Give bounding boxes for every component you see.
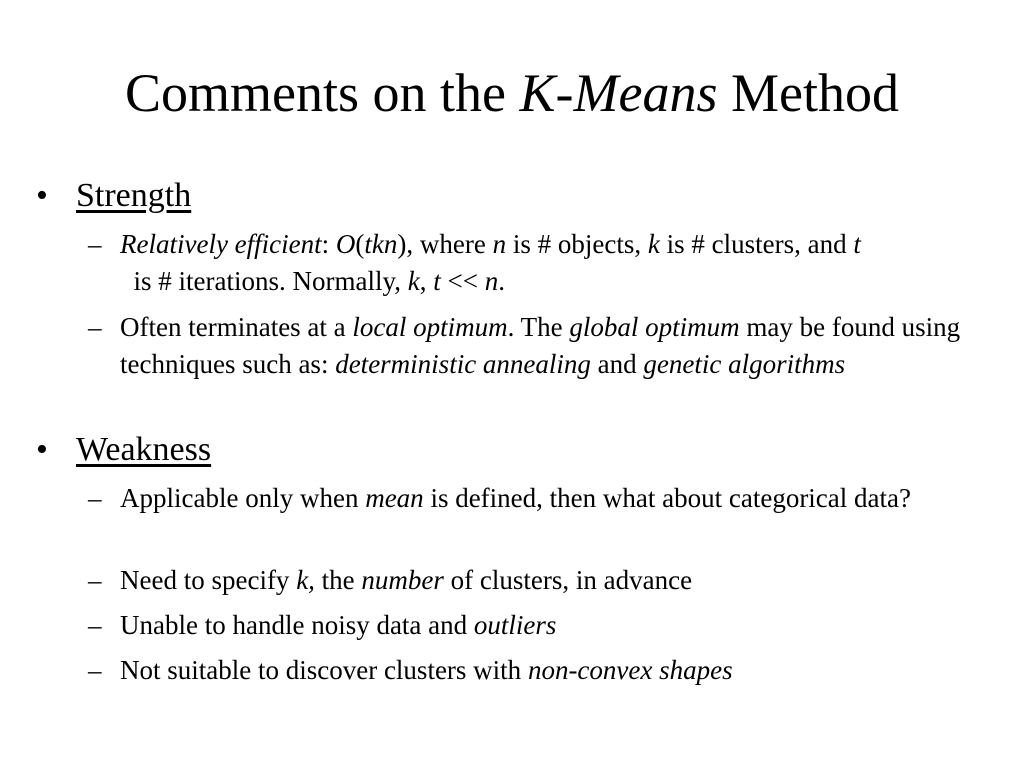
weakness-item-non-convex <box>88 652 998 689</box>
dash-marker: – <box>88 229 102 259</box>
weakness-item-text: Applicable only when mean is defined, then what about categorical data? <box>120 483 911 513</box>
dash-marker: – <box>88 483 102 513</box>
bullet-label-strength: Strength <box>76 177 192 214</box>
weakness-item-text: Unable to handle noisy data and outliers <box>120 610 557 640</box>
weakness-item-specify-k <box>88 562 998 599</box>
weakness-item-text: Need to specify k, the number of clusters, in advance <box>120 565 693 595</box>
dash-marker: – <box>88 655 102 685</box>
weakness-item-noisy-data <box>88 607 998 644</box>
bullet-label-weakness: Weakness <box>76 431 212 468</box>
bullet-dot: • <box>36 431 48 468</box>
strength-item-text: Often terminates at a local optimum. The global optimum may be found using techniques such as: deterministic annealing and genetic algorithms <box>120 312 961 379</box>
strength-item-text: Relatively efficient: O(tkn), where n is # objects, k is # clusters, and t is # iterations. Normally, k, t << n. <box>120 229 861 296</box>
slide-title: Comments on the K-Means Method <box>125 63 899 123</box>
dash-marker: – <box>88 565 102 595</box>
dash-marker: – <box>88 312 102 342</box>
title-emphasis: K-Means <box>519 63 718 123</box>
bullet-dot: • <box>36 177 48 214</box>
strength-item-optimum <box>88 309 998 383</box>
dash-marker: – <box>88 610 102 640</box>
weakness-item-mean <box>88 480 998 517</box>
strength-item-efficiency <box>88 226 998 300</box>
weakness-item-text: Not suitable to discover clusters with non-convex shapes <box>120 655 733 685</box>
